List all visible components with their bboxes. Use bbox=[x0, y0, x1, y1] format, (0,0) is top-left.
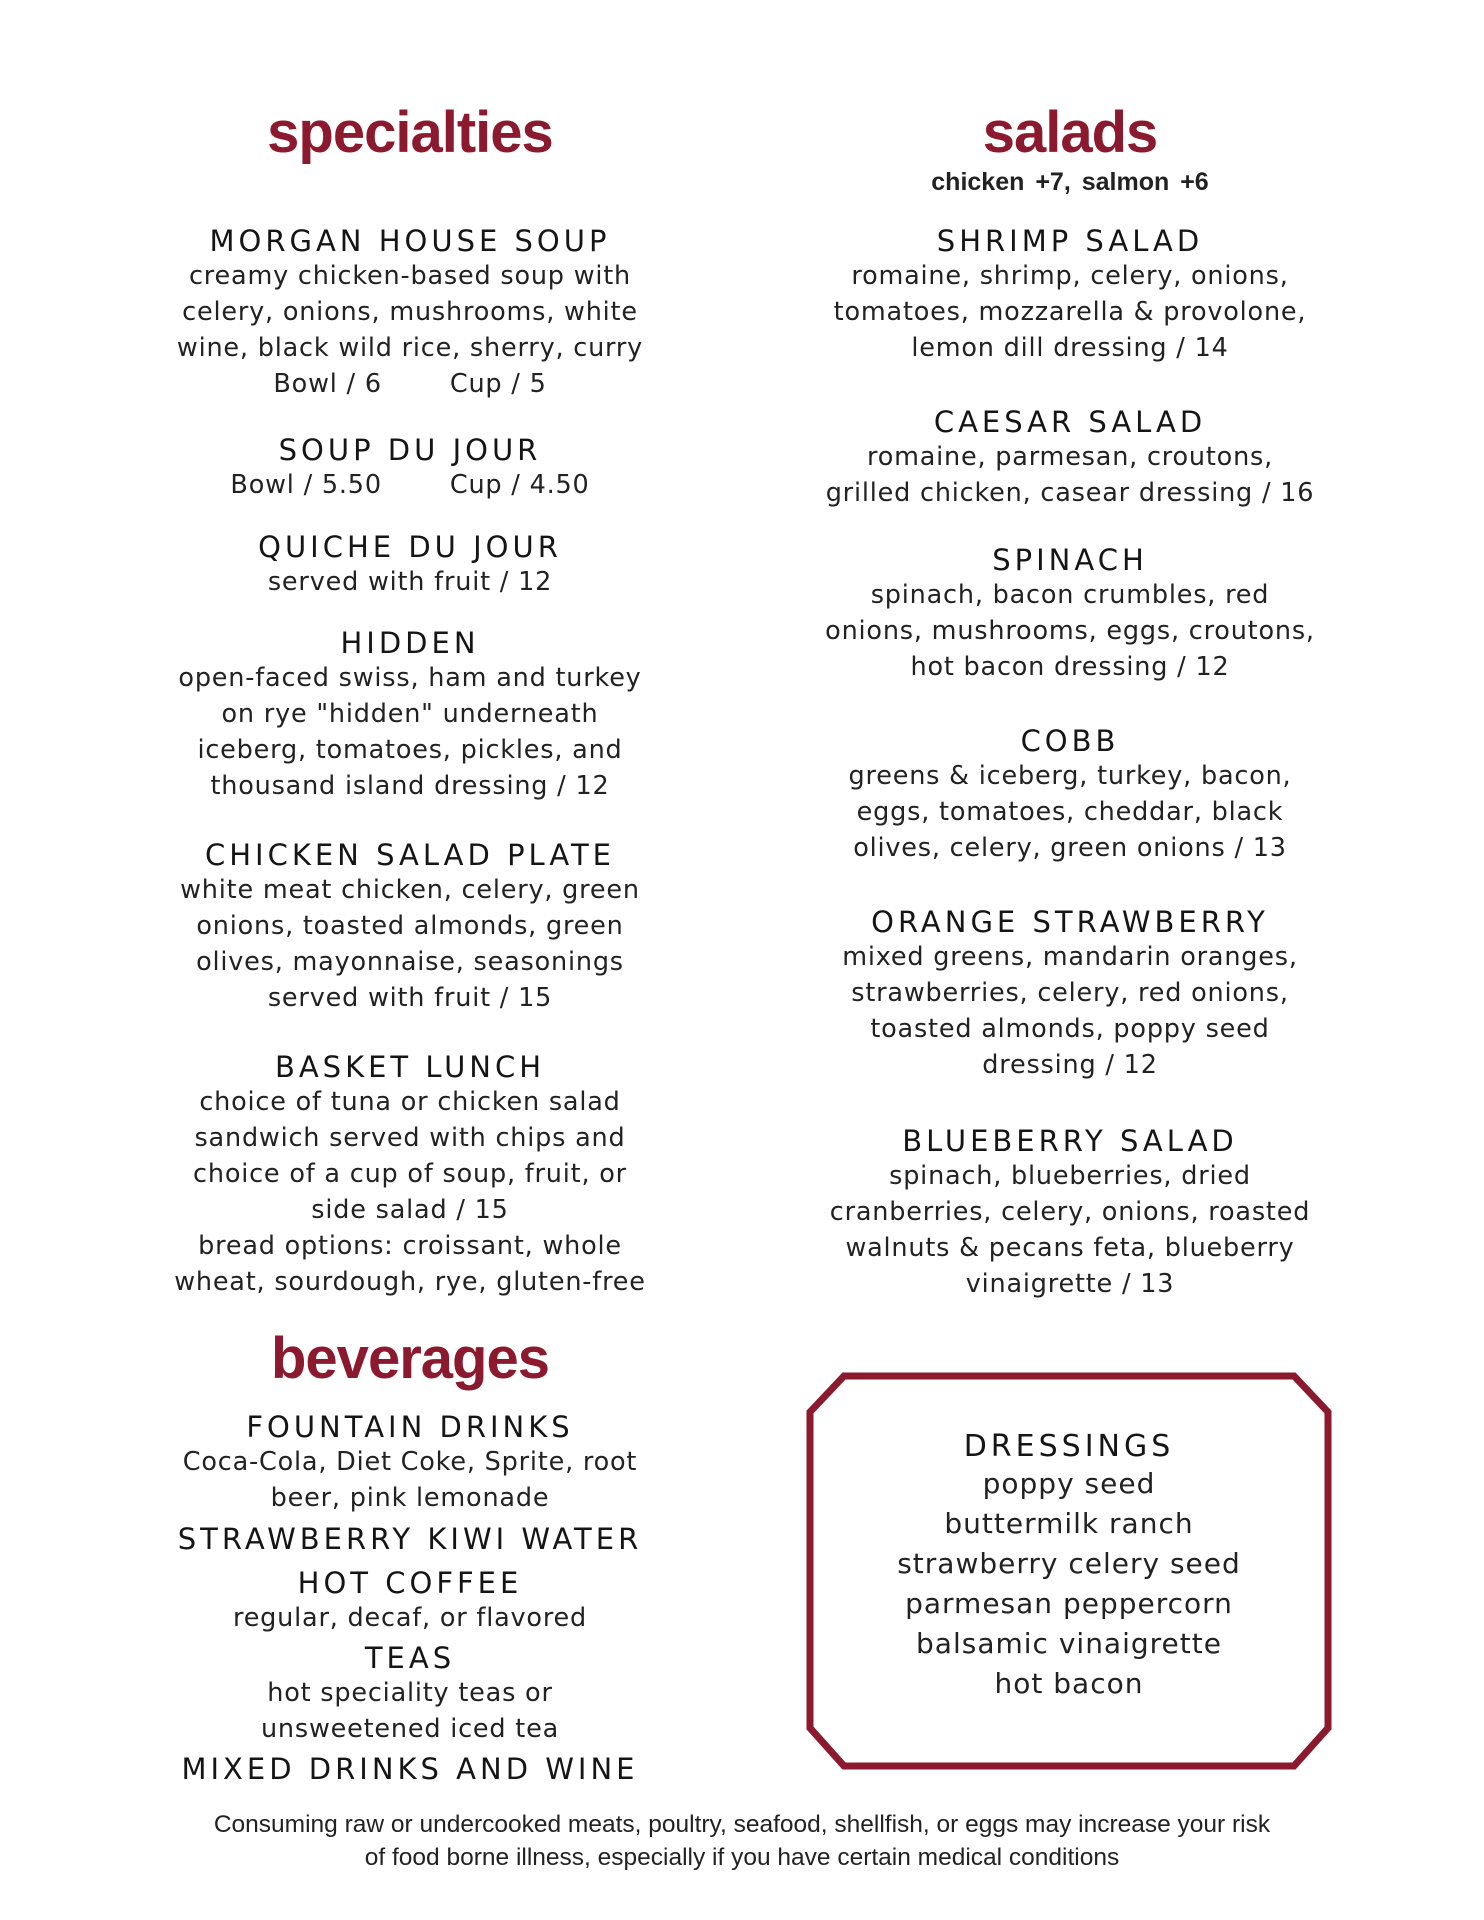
item-description-line: creamy chicken-based soup with bbox=[188, 261, 631, 291]
item-description-line: wheat, sourdough, rye, gluten-free bbox=[174, 1267, 646, 1297]
item-description-line: served with fruit / 12 bbox=[267, 567, 553, 597]
item-name: COBB bbox=[1020, 724, 1120, 758]
item-description-line: bread options: croissant, whole bbox=[198, 1231, 622, 1261]
item-description-line: celery, onions, mushrooms, white bbox=[182, 297, 638, 327]
dressing-item: balsamic vinaigrette bbox=[916, 1627, 1222, 1660]
item-description-line: cranberries, celery, onions, roasted bbox=[829, 1197, 1311, 1227]
item-description-line: greens & iceberg, turkey, bacon, bbox=[848, 761, 1292, 791]
beverages-title: beverages bbox=[271, 1326, 549, 1391]
item-name: CHICKEN SALAD PLATE bbox=[204, 838, 616, 872]
item-description-line: eggs, tomatoes, cheddar, black bbox=[856, 797, 1284, 827]
item-description-line: hot speciality teas or bbox=[267, 1678, 553, 1708]
item-description-line: wine, black wild rice, sherry, curry bbox=[176, 333, 644, 363]
item-description-line: strawberries, celery, red onions, bbox=[851, 978, 1289, 1008]
menu-item-quiche-du-jour bbox=[150, 530, 670, 600]
salads-title: salads bbox=[982, 100, 1158, 165]
item-description-line: choice of tuna or chicken salad bbox=[199, 1087, 621, 1117]
menu-item-shrimp-salad bbox=[800, 224, 1340, 366]
item-description-line: toasted almonds, poppy seed bbox=[870, 1014, 1270, 1044]
dressing-item: hot bacon bbox=[994, 1667, 1144, 1700]
menu-item-blueberry-salad bbox=[800, 1124, 1340, 1302]
beverage-teas bbox=[150, 1641, 670, 1747]
dressing-item: buttermilk ranch bbox=[944, 1507, 1194, 1540]
item-description-line: Coca-Cola, Diet Coke, Sprite, root bbox=[182, 1447, 638, 1477]
item-description-line: choice of a cup of soup, fruit, or bbox=[193, 1159, 627, 1189]
menu-item-chicken-salad-plate bbox=[150, 838, 670, 1016]
item-description-line: spinach, blueberries, dried bbox=[889, 1161, 1251, 1191]
specialties-title: specialties bbox=[267, 100, 553, 165]
item-name: SPINACH bbox=[992, 543, 1148, 577]
item-description-line: beer, pink lemonade bbox=[270, 1483, 550, 1513]
item-description-line: olives, celery, green onions / 13 bbox=[853, 833, 1287, 863]
item-description-line: lemon dill dressing / 14 bbox=[911, 333, 1229, 363]
item-description-line: unsweetened iced tea bbox=[260, 1714, 560, 1744]
dressings-box bbox=[806, 1372, 1332, 1770]
item-description-line: walnuts & pecans feta, blueberry bbox=[845, 1233, 1295, 1263]
item-name: MIXED DRINKS AND WINE bbox=[181, 1752, 639, 1786]
beverage-mixed-drinks-and-wine bbox=[150, 1752, 670, 1786]
item-prices bbox=[150, 366, 670, 402]
menu-item-soup-du-jour bbox=[150, 433, 670, 503]
item-description-line: mixed greens, mandarin oranges, bbox=[842, 942, 1298, 972]
item-description-line: tomatoes, mozzarella & provolone, bbox=[833, 297, 1307, 327]
disclaimer-line: of food borne illness, especially if you have certain medical conditions bbox=[364, 1844, 1120, 1871]
item-description-line: vinaigrette / 13 bbox=[965, 1269, 1175, 1299]
menu-item-orange-strawberry bbox=[800, 905, 1340, 1083]
item-name: TEAS bbox=[364, 1641, 456, 1675]
menu-item-caesar-salad bbox=[800, 405, 1340, 511]
item-description-line: romaine, shrimp, celery, onions, bbox=[851, 261, 1289, 291]
item-description-line: open-faced swiss, ham and turkey bbox=[178, 663, 642, 693]
price-cup: Cup / 4.50 bbox=[449, 470, 590, 500]
item-name: SOUP DU JOUR bbox=[278, 433, 542, 467]
dressings-list bbox=[806, 1464, 1332, 1704]
dressing-item: poppy seed bbox=[982, 1467, 1156, 1500]
price-bowl: Bowl / 5.50 bbox=[230, 470, 382, 500]
item-description-line: iceberg, tomatoes, pickles, and bbox=[197, 735, 623, 765]
disclaimer-line: Consuming raw or undercooked meats, poultry, seafood, shellfish, or eggs may increase your risk bbox=[213, 1811, 1271, 1838]
menu-item-morgan-house-soup bbox=[150, 224, 670, 402]
item-description-line: romaine, parmesan, croutons, bbox=[866, 442, 1274, 472]
item-name: QUICHE DU JOUR bbox=[258, 530, 562, 564]
item-description-line: spinach, bacon crumbles, red bbox=[870, 580, 1270, 610]
dressings-content bbox=[806, 1430, 1332, 1704]
item-name: ORANGE STRAWBERRY bbox=[871, 905, 1269, 939]
item-name: BLUEBERRY SALAD bbox=[902, 1124, 1238, 1158]
menu-item-spinach bbox=[800, 543, 1340, 685]
menu-item-hidden bbox=[150, 626, 670, 804]
menu-item-basket-lunch bbox=[150, 1050, 670, 1300]
item-description-line: hot bacon dressing / 12 bbox=[910, 652, 1230, 682]
item-description-line: grilled chicken, casear dressing / 16 bbox=[825, 478, 1315, 508]
item-description-line: sandwich served with chips and bbox=[194, 1123, 626, 1153]
salads-column bbox=[800, 0, 1340, 1320]
item-description-line: thousand island dressing / 12 bbox=[210, 771, 610, 801]
menu-item-cobb bbox=[800, 724, 1340, 866]
dressing-item: strawberry celery seed bbox=[897, 1547, 1241, 1580]
specialties-column bbox=[150, 0, 670, 1340]
beverage-strawberry-kiwi-water bbox=[150, 1522, 670, 1556]
item-prices bbox=[150, 467, 670, 503]
item-description-line: onions, toasted almonds, green bbox=[196, 911, 624, 941]
beverages-column bbox=[150, 1326, 670, 1790]
beverage-hot-coffee bbox=[150, 1566, 670, 1636]
item-name: SHRIMP SALAD bbox=[936, 224, 1204, 258]
item-name: BASKET LUNCH bbox=[274, 1050, 546, 1084]
item-description-line: side salad / 15 bbox=[311, 1195, 509, 1225]
item-name: FOUNTAIN DRINKS bbox=[246, 1410, 574, 1444]
price-bowl: Bowl / 6 bbox=[273, 369, 382, 399]
food-safety-disclaimer bbox=[100, 1808, 1384, 1874]
item-description-line: dressing / 12 bbox=[982, 1050, 1158, 1080]
item-description-line: white meat chicken, celery, green bbox=[180, 875, 640, 905]
item-name: HIDDEN bbox=[340, 626, 480, 660]
item-description-line: served with fruit / 15 bbox=[267, 983, 553, 1013]
item-name: CAESAR SALAD bbox=[933, 405, 1207, 439]
dressing-item: parmesan peppercorn bbox=[905, 1587, 1233, 1620]
item-name: HOT COFFEE bbox=[297, 1566, 523, 1600]
price-cup: Cup / 5 bbox=[449, 369, 547, 399]
item-name: STRAWBERRY KIWI WATER bbox=[177, 1522, 643, 1556]
salad-addons: chicken +7, salmon +6 bbox=[931, 168, 1209, 196]
item-description-line: olives, mayonnaise, seasonings bbox=[196, 947, 624, 977]
item-description-line: regular, decaf, or flavored bbox=[232, 1603, 588, 1633]
item-description-line: onions, mushrooms, eggs, croutons, bbox=[825, 616, 1315, 646]
item-description-line: on rye "hidden" underneath bbox=[221, 699, 599, 729]
dressings-title: DRESSINGS bbox=[963, 1429, 1175, 1464]
item-name: MORGAN HOUSE SOUP bbox=[209, 224, 611, 258]
beverage-fountain-drinks bbox=[150, 1410, 670, 1516]
